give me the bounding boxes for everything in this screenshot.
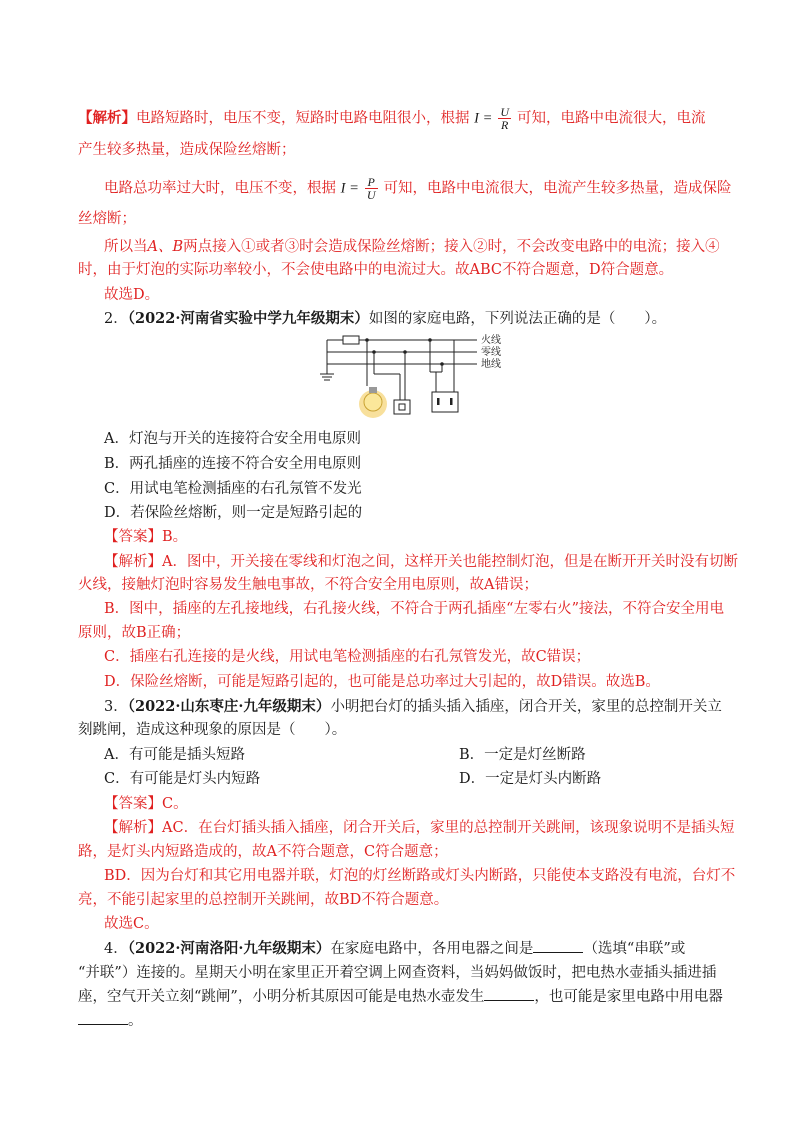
q2-analysis-line6: D．保险丝熔断，可能是短路引起的，也可能是总功率过大引起的，故D错误。故选B。 <box>104 674 660 690</box>
light-bulb-icon <box>364 393 382 411</box>
q1-analysis-text: 可知，电路中电流很大，电流产生较多热量，造成保险 <box>383 180 732 197</box>
formula-denominator: U <box>366 188 376 202</box>
question-stem: 座，空气开关立刻“跳闸”，小明分析其原因可能是电热水壶发生 <box>78 989 485 1005</box>
q2-analysis-line5: C．插座右孔连接的是火线，用试电笔检测插座的右孔氖管发光，故C错误； <box>104 649 591 665</box>
q3-analysis-line1: 【解析】AC．在台灯插头插入插座，闭合开关后，家里的总控制开关跳闸，该现象说明不是插头短 <box>104 820 735 836</box>
q2-analysis-line2: 火线，接触灯泡时容易发生触电事故，不符合安全用电原则，故A错误； <box>78 577 538 593</box>
formula-power-fraction <box>365 176 378 201</box>
question-source: （2022·河南洛阳·九年级期末） <box>127 940 331 957</box>
q3-option-b: B．一定是灯丝断路 <box>459 747 586 763</box>
q1-analysis-text: 电路短路时，电压不变，短路时电路电阻很小，根据 <box>136 110 470 127</box>
q1-analysis-line5 <box>104 236 754 258</box>
fill-blank-2[interactable] <box>484 986 534 1001</box>
formula-ohm-fraction <box>498 106 511 131</box>
formula-ohm-lhs: I = <box>474 110 493 127</box>
q2-analysis-line3: B．图中，插座的左孔接地线，右孔接火线，不符合于两孔插座“左零右火”接法，不符合安全用电 <box>104 601 724 617</box>
q1-analysis-line3 <box>104 176 754 201</box>
label-ground-wire: 地线 <box>481 359 501 370</box>
question-source: （2022·河南省实验中学九年级期末） <box>127 310 369 327</box>
label-neutral-wire: 零线 <box>481 347 501 358</box>
q2-answer: 【答案】B。 <box>104 529 188 545</box>
q1-analysis-text: 所以当 <box>104 239 148 255</box>
bulb-base <box>369 387 377 393</box>
formula-numerator: U <box>500 105 510 119</box>
q1-analysis-line2: 产生较多热量，造成保险丝熔断； <box>78 142 296 158</box>
q3-stem-line1 <box>104 696 754 718</box>
q2-stem <box>104 308 754 330</box>
q3-option-a: A．有可能是插头短路 <box>104 747 245 763</box>
q1-analysis-text: 可知，电路中电流很大，电流 <box>517 110 706 127</box>
q3-options-row1 <box>104 744 754 766</box>
label-live-wire: 火线 <box>481 335 501 346</box>
q2-option-d: D．若保险丝熔断，则一定是短路引起的 <box>104 505 363 521</box>
question-stem: （选填“串联”或 <box>583 941 686 957</box>
question-stem: 在家庭电路中，各用电器之间是 <box>330 941 534 957</box>
fill-blank-3[interactable] <box>78 1010 128 1025</box>
q2-analysis-line4: 原则，故B正确； <box>78 625 191 641</box>
q2-option-c: C．用试电笔检测插座的右孔氖管不发光 <box>104 481 362 497</box>
q1-analysis-line1 <box>78 106 728 131</box>
q3-answer: 【答案】C。 <box>104 796 188 812</box>
q2-analysis-line1: 【解析】A．图中，开关接在零线和灯泡之间，这样开关也能控制灯泡，但是在断开开关时没有切断 <box>104 554 738 570</box>
formula-numerator: P <box>365 176 378 189</box>
points-ab: A、B <box>147 239 184 255</box>
q2-option-b: B．两孔插座的连接不符合安全用电原则 <box>104 456 362 472</box>
q1-conclusion: 故选D。 <box>104 287 160 303</box>
q3-stem-line2: 刻跳闸，造成这种现象的原因是（ ）。 <box>78 722 347 738</box>
question-stem: 。 <box>128 1013 143 1029</box>
q4-stem-line3 <box>78 986 728 1008</box>
two-hole-socket-icon <box>432 392 458 412</box>
question-number: 4． <box>104 941 128 957</box>
question-stem: ，也可能是家里电路中用电器 <box>534 989 723 1005</box>
analysis-label: 【解析】 <box>78 109 136 127</box>
fill-blank-1[interactable] <box>533 938 583 953</box>
q3-analysis-line4: 亮，不能引起家里的总控制开关跳闸，故BD不符合题意。 <box>78 892 449 908</box>
question-number: 3． <box>104 699 128 715</box>
formula-denominator: R <box>501 118 509 132</box>
q1-analysis-line4: 丝熔断； <box>78 211 136 227</box>
q3-analysis-line3: BD．因为台灯和其它用电器并联，灯泡的灯丝断路或灯头内断路，只能使本支路没有电流，台灯不 <box>104 868 736 884</box>
fuse-symbol <box>343 336 359 344</box>
q3-analysis-line2: 路，是灯头内短路造成的，故A不符合题意，C符合题意； <box>78 844 448 860</box>
q4-stem-line1 <box>104 938 754 960</box>
question-number: 2． <box>104 311 128 327</box>
formula-power-lhs: I = <box>340 180 359 197</box>
switch-toggle <box>399 404 405 410</box>
q1-analysis-text: 两点接入①或者③时会造成保险丝熔断；接入②时，不会改变电路中的电流；接入④ <box>183 239 720 255</box>
q1-analysis-line6: 时，由于灯泡的实际功率较小，不会使电路中的电流过大。故ABC不符合题意，D符合题意。 <box>78 262 674 278</box>
q2-option-a: A．灯泡与开关的连接符合安全用电原则 <box>104 431 361 447</box>
question-stem: 如图的家庭电路，下列说法正确的是（ ）。 <box>368 311 667 327</box>
q3-option-c: C．有可能是灯头内短路 <box>104 771 261 787</box>
q3-option-d: D．一定是灯头内断路 <box>459 771 602 787</box>
q4-stem-line4 <box>78 1010 728 1032</box>
socket-hole <box>450 398 453 405</box>
q4-stem-line2: “并联”）连接的。星期天小明在家里正开着空调上网查资料，当妈妈做饭时，把电热水壶插头插进插 <box>78 965 717 981</box>
q3-options-row2 <box>104 768 754 790</box>
socket-hole <box>437 398 440 405</box>
q1-analysis-text: 电路总功率过大时，电压不变，根据 <box>104 180 336 197</box>
question-stem: 小明把台灯的插头插入插座，闭合开关，家里的总控制开关立 <box>330 699 722 715</box>
q3-conclusion: 故选C。 <box>104 916 159 932</box>
household-circuit-diagram <box>315 330 525 422</box>
question-source: （2022·山东枣庄·九年级期末） <box>127 698 331 715</box>
